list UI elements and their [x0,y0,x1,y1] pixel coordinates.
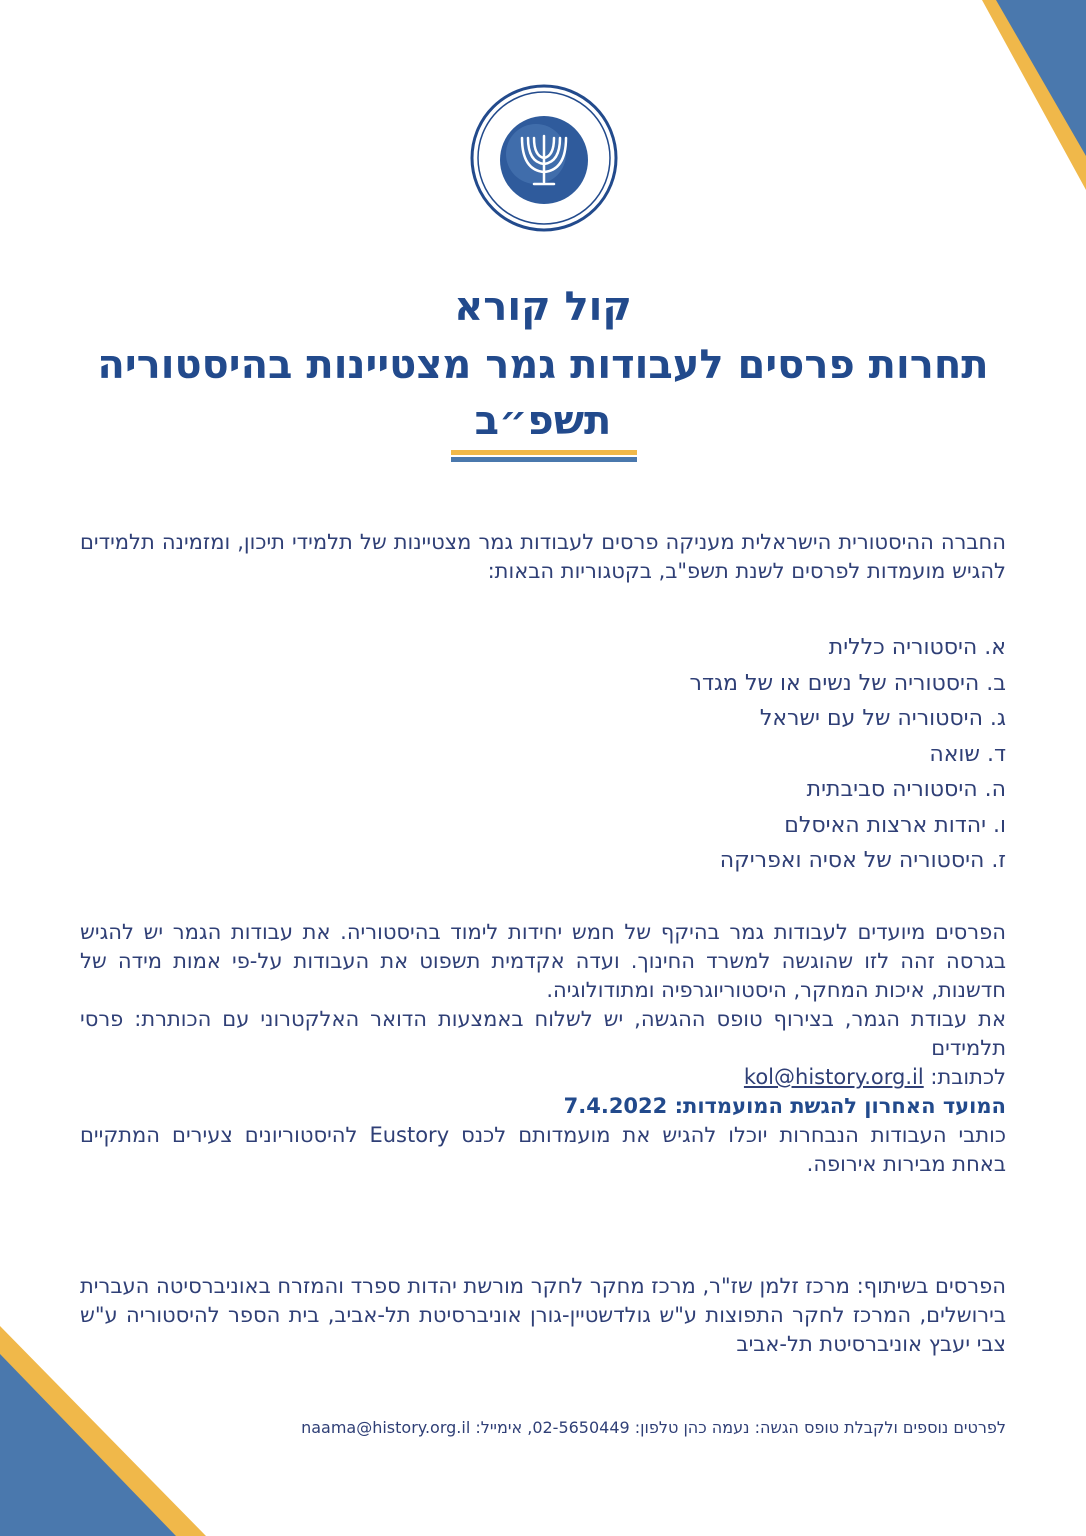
address-label: לכתובת: [930,1065,1006,1089]
top-right-corner-decoration [896,0,1086,190]
year-title: תשפ״ב [474,398,612,444]
society-seal-menorah-icon [470,84,618,232]
category-item: ב. היסטוריה של נשים או של מגדר [689,670,1006,696]
criteria-text: הפרסים מיועדים לעבודות גמר בהיקף של חמש יחידות לימוד בהיסטוריה. את עבודות הגמר יש להגיש בגרסה זהה לזו שהוגשה למשרד החינוך. ועדה אקדמית תשפוט את העבודות על-פי אמות מידה של חדשנות, איכות המחקר, היסטוריוגרפיה ומתודולוגיה. [80,920,1006,1002]
category-item: ד. שואה [929,741,1006,767]
categories-list [406,630,1006,879]
contact-footer: לפרטים נוספים ולקבלת טופס הגשה: נעמה כהן טלפון: 02-5650449, אימייל: naama@history.org.il [301,1418,1006,1437]
category-item: ו. יהדות ארצות האיסלם [784,812,1006,838]
category-item: ג. היסטוריה של עם ישראל [759,706,1006,731]
page-title: קול קורא [454,284,632,330]
intro-paragraph: החברה ההיסטורית הישראלית מעניקה פרסים לעבודות גמר מצטיינות של תלמידי תיכון, ומזמינה תלמידים להגיש מועמדות לפרסים לשנת תשפ"ב, בקטגוריות הבאות: [80,530,1006,583]
submission-details [80,918,1006,1179]
category-item: ז. היסטוריה של אסיה ואפריקה [719,848,1006,873]
submission-text: את עבודת הגמר, בצירוף טופס ההגשה, יש לשלוח באמצעות הדואר האלקטרוני עם הכותרת: פרסי תלמידים [80,1007,1006,1060]
svg-text:החברה ההיסטורית הישראלית ירושל [470,84,474,87]
category-item: א. היסטוריה כללית [828,635,1006,660]
deadline-text: המועד האחרון להגשת המועמדות: 7.4.2022 [563,1094,1006,1118]
category-item: ה. היסטוריה סביבתית [806,777,1006,802]
submission-email-link[interactable]: kol@history.org.il [743,1065,924,1089]
partners-paragraph: הפרסים בשיתוף: מרכז זלמן שז"ר, מרכז מחקר לחקר מורשת יהדות ספרד והמזרח באוניברסיטה העברית בירושלים, המרכז לחקר התפוצות ע"ש גולדשטיין-גורן אוניברסיטת תל-אביב, בית הספר להיסטוריה ע"ש צבי יעבץ אוניברסיטת תל-אביב [80,1274,1006,1356]
title-underline-divider [451,450,637,464]
society-seal-logo [470,84,618,232]
address-line [80,1063,1006,1092]
page-subtitle: תחרות פרסים לעבודות גמר מצטיינות בהיסטוריה [97,342,989,388]
eustory-text: כותבי העבודות הנבחרות יוכלו להגיש את מועמדותם לכנס Eustory להיסטוריונים צעירים המתקיים באחת מבירות אירופה. [80,1123,1007,1176]
